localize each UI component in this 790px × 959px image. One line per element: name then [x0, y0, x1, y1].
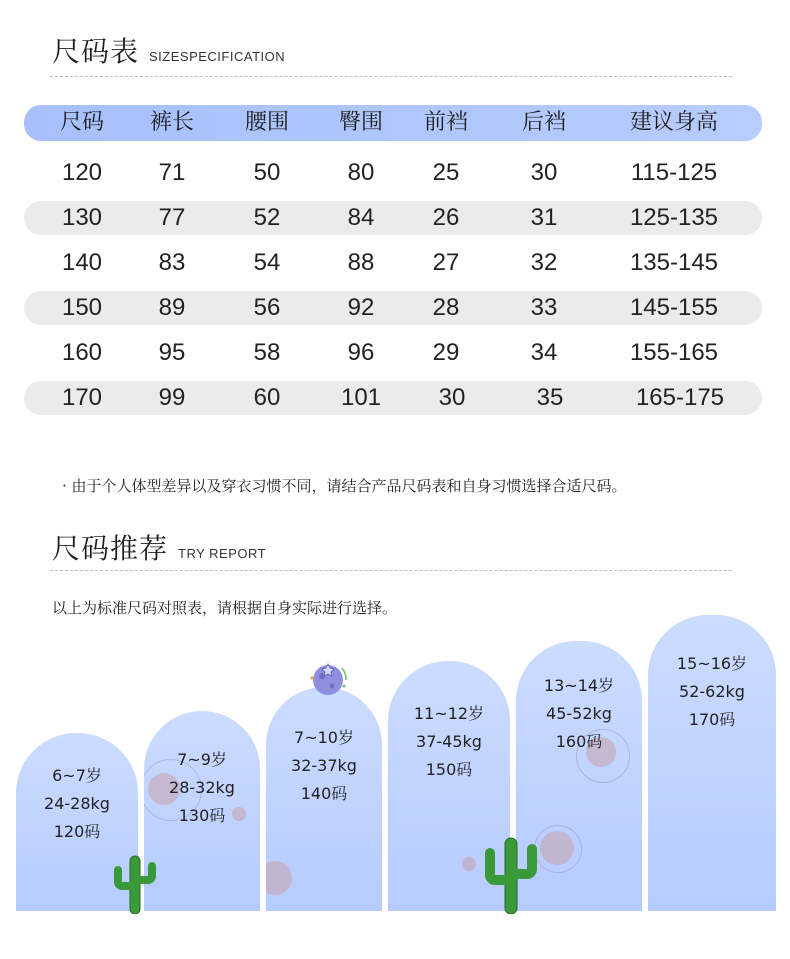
table-cell: 140: [61, 249, 103, 276]
table-cell: 33: [530, 294, 558, 321]
recommendation-age: 7~9岁: [177, 750, 227, 769]
table-cell: 89: [158, 294, 186, 321]
table-cell: 99: [158, 384, 186, 411]
table-cell: 115-125: [630, 159, 718, 186]
recommendation-weight: 52-62kg: [679, 682, 745, 701]
recommendation-age: 11~12岁: [413, 704, 485, 723]
divider: [50, 570, 732, 571]
recommendation-card: [648, 615, 776, 911]
header-cell: 建议身高: [629, 110, 718, 135]
table-row: [24, 330, 762, 375]
table-cell: 95: [158, 339, 186, 366]
recommendation-weight: 24-28kg: [44, 794, 110, 813]
header-cell: 尺码: [59, 110, 104, 135]
table-cell: 34: [530, 339, 558, 366]
table-cell: 56: [253, 294, 281, 321]
table-cell: 145-155: [629, 294, 719, 321]
table-cell: 60: [253, 384, 281, 411]
try-title: 尺码推荐: [52, 532, 169, 565]
table-cell: 83: [158, 249, 186, 276]
recommendation-size: 160码: [555, 732, 603, 751]
header-cell: 后裆: [521, 110, 566, 135]
table-cell: 77: [158, 204, 186, 231]
try-subtitle: TRY REPORT: [178, 546, 267, 561]
table-cell: 80: [347, 159, 375, 186]
table-cell: 101: [340, 384, 382, 411]
recommendation-size: 140码: [300, 784, 348, 803]
size-section-title: [52, 30, 285, 70]
cactus-icon: [482, 834, 540, 914]
recommendation-age: 13~14岁: [543, 676, 615, 695]
table-cell: 30: [438, 384, 466, 411]
table-row: [24, 195, 762, 240]
size-subtitle: SIZESPECIFICATION: [149, 49, 286, 64]
table-cell: 58: [253, 339, 281, 366]
table-cell: 96: [347, 339, 375, 366]
try-intro: 以上为标准尺码对照表，请根据自身实际进行选择。: [52, 599, 398, 617]
table-row: [24, 285, 762, 330]
table-cell: 28: [432, 294, 460, 321]
recommendation-weight: 37-45kg: [416, 732, 482, 751]
table-cell: 135-145: [629, 249, 719, 276]
planet-decoration: [540, 831, 574, 865]
planet-decoration: [266, 861, 292, 895]
table-cell: 27: [432, 249, 460, 276]
table-cell: 150: [61, 294, 103, 321]
table-cell: 130: [61, 204, 103, 231]
table-cell: 84: [347, 204, 375, 231]
size-title: 尺码表: [52, 35, 140, 68]
recommendation-weight: 45-52kg: [546, 704, 612, 723]
table-cell: 160: [61, 339, 103, 366]
cactus-icon: [112, 852, 158, 914]
recommendation-age: 7~10岁: [294, 728, 354, 747]
table-row: [24, 240, 762, 285]
recommendation-age: 15~16岁: [676, 654, 748, 673]
table-row: [24, 150, 762, 195]
table-row: [24, 375, 762, 420]
recommendation-weight: 32-37kg: [291, 756, 357, 775]
header-cell: 臀围: [338, 110, 383, 135]
size-note: · 由于个人体型差异以及穿衣习惯不同，请结合产品尺码表和自身习惯选择合适尺码。: [62, 477, 627, 495]
table-cell: 170: [61, 384, 103, 411]
table-cell: 35: [536, 384, 564, 411]
recommendation-age: 6~7岁: [52, 766, 102, 785]
table-cell: 92: [347, 294, 375, 321]
try-section-title: [52, 527, 266, 567]
table-cell: 165-175: [635, 384, 725, 411]
table-cell: 32: [530, 249, 558, 276]
table-cell: 71: [158, 159, 186, 186]
header-cell: 腰围: [244, 110, 289, 135]
planet-decoration: [462, 857, 476, 871]
table-header-row: [24, 105, 762, 150]
recommendation-size: 130码: [178, 806, 226, 825]
recommendation-weight: 28-32kg: [169, 778, 235, 797]
table-cell: 54: [253, 249, 281, 276]
table-cell: 30: [530, 159, 558, 186]
recommendation-card: [266, 687, 382, 911]
table-cell: 155-165: [629, 339, 719, 366]
divider: [50, 76, 732, 77]
size-table: [24, 105, 762, 420]
planet-icon: [306, 656, 350, 700]
recommendation-size: 170码: [688, 710, 736, 729]
table-cell: 88: [347, 249, 375, 276]
table-cell: 52: [253, 204, 281, 231]
recommendation-card: [144, 711, 260, 911]
table-cell: 25: [432, 159, 460, 186]
table-cell: 120: [61, 159, 103, 186]
table-cell: 125-135: [629, 204, 719, 231]
table-cell: 31: [530, 204, 558, 231]
table-cell: 26: [432, 204, 460, 231]
table-cell: 29: [432, 339, 460, 366]
recommendation-size: 150码: [425, 760, 473, 779]
header-cell: 前裆: [423, 110, 468, 135]
table-cell: 50: [253, 159, 281, 186]
recommendation-size: 120码: [53, 822, 101, 841]
header-cell: 裤长: [149, 110, 194, 135]
